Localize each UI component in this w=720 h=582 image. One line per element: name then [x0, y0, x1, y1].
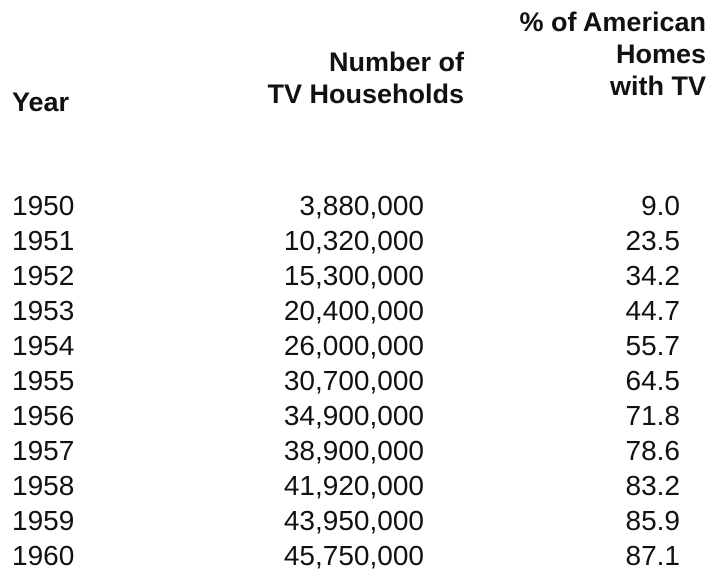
cell-tv-households: 26,000,000 [283, 330, 424, 361]
cell-tv-households: 30,700,000 [283, 365, 424, 396]
header-percent-line-3: with TV [610, 71, 706, 101]
header-households-line-1: Number of [329, 47, 464, 77]
header-households-line-2: TV Households [267, 79, 464, 109]
cell-year: 1950 [12, 190, 75, 221]
table-row [0, 433, 720, 468]
cell-percent-homes: 34.2 [625, 260, 680, 291]
cell-tv-households: 20,400,000 [283, 295, 424, 326]
cell-year: 1958 [12, 470, 75, 501]
cell-tv-households: 41,920,000 [283, 470, 424, 501]
cell-percent-homes: 44.7 [625, 295, 680, 326]
cell-year: 1959 [12, 505, 75, 536]
cell-percent-homes: 87.1 [625, 540, 680, 571]
header-year-line: Year [12, 87, 70, 117]
cell-percent-homes: 83.2 [625, 470, 680, 501]
cell-percent-homes: 55.7 [625, 330, 680, 361]
table-row [0, 363, 720, 398]
cell-tv-households: 15,300,000 [283, 260, 424, 291]
cell-tv-households: 38,900,000 [283, 435, 424, 466]
cell-percent-homes: 78.6 [625, 435, 680, 466]
cell-year: 1954 [12, 330, 75, 361]
cell-percent-homes: 64.5 [625, 365, 680, 396]
cell-year: 1956 [12, 400, 75, 431]
header-tv-households [224, 46, 464, 110]
table-row [0, 538, 720, 573]
cell-tv-households: 10,320,000 [283, 225, 424, 256]
table-row [0, 328, 720, 363]
table-body [0, 188, 720, 573]
header-percent-line-2: Homes [615, 39, 706, 69]
cell-year: 1955 [12, 365, 75, 396]
table-row [0, 503, 720, 538]
table-row [0, 293, 720, 328]
header-percent-line-1: % of American [519, 7, 706, 37]
cell-tv-households: 3,880,000 [299, 190, 424, 221]
cell-percent-homes: 71.8 [625, 400, 680, 431]
cell-year: 1953 [12, 295, 75, 326]
cell-tv-households: 34,900,000 [283, 400, 424, 431]
header-percent-homes [440, 6, 706, 102]
cell-percent-homes: 9.0 [641, 190, 680, 221]
table-row [0, 398, 720, 433]
table-row [0, 188, 720, 223]
header-year [12, 86, 69, 118]
cell-percent-homes: 85.9 [625, 505, 680, 536]
cell-year: 1957 [12, 435, 75, 466]
table-row [0, 223, 720, 258]
cell-tv-households: 45,750,000 [283, 540, 424, 571]
table-row [0, 468, 720, 503]
cell-year: 1960 [12, 540, 75, 571]
cell-tv-households: 43,950,000 [283, 505, 424, 536]
cell-percent-homes: 23.5 [625, 225, 680, 256]
cell-year: 1952 [12, 260, 75, 291]
cell-year: 1951 [12, 225, 75, 256]
table-row [0, 258, 720, 293]
